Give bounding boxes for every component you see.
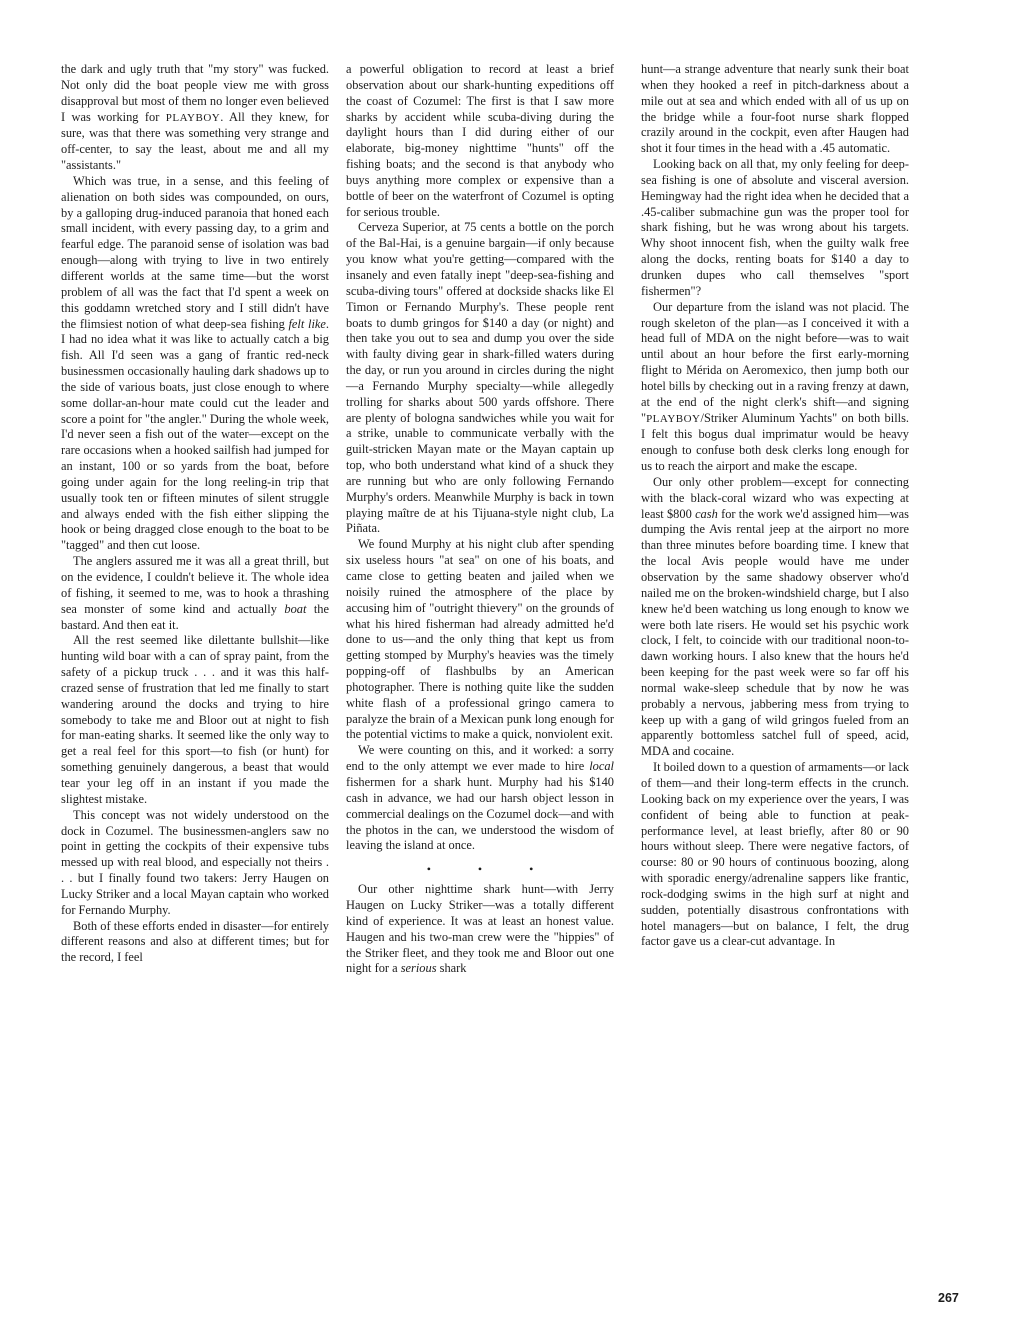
paragraph: The anglers assured me it was all a great thrill, but on the evidence, I couldn't believe it. The whole idea of fishing, it seemed to me, was to hook a thrashing sea monster of some kind and actually boat the bastard. And then eat it. [61, 554, 329, 632]
text-column-1 [61, 62, 329, 966]
paragraph: Our only other problem—except for connecting with the black-coral wizard who was expecting at least $800 cash for the work we'd assigned him—was dumping the Avis rental jeep at the airport no more than three minutes before boarding time. I knew that the local Avis people would have me under observation by the same shadowy observer who'd nailed me on the broken-windshield charge, but I also knew he'd been watching us long enough to know we were both late risers. He would set his psychic work clock, I felt, to coincide with our traditional noon-to-dawn working hours. I also knew that the hours he'd been keeping for the past week were so far off his normal wake-sleep schedule that by now he was probably a nervous, jabbering mess from trying to keep up with a gang of wild gringos fueled from an apparently bottomless satchel full of speed, acid, MDA and cocaine. [641, 474, 910, 759]
emphasis: serious [400, 961, 437, 976]
paragraph: Both of these efforts ended in disaster—for entirely different reasons and also at different times; but for the record, I feel [61, 918, 329, 965]
paragraph: the dark and ugly truth that "my story" was fucked. Not only did the boat people view me with gross disapproval but most of them no longer even believed I was working for PLAYBOY. All they knew, for sure, was that there was something very strange and off-center, to say the least, about me and all my "assistants." [61, 62, 329, 173]
text-column-2 [346, 62, 614, 977]
paragraph: a powerful obligation to record at least a brief observation about our shark-hunting expeditions off the coast of Cozumel: The first is that I saw more sharks by accident while scuba-diving during the daylight hours than I did during either of our elaborate, big-money nighttime "hunts" off the fishing boats; and the second is that anybody who buys anything more complex or expensive than a bottle of beer on the waterfront of Cozumel is opting for serious trouble. [346, 62, 614, 219]
emphasis: cash [695, 506, 718, 521]
section-separator: • • • [426, 862, 556, 877]
emphasis: local [589, 759, 614, 774]
page-number: 267 [938, 1291, 959, 1305]
magazine-name: PLAYBOY [165, 111, 221, 124]
emphasis: boat [284, 601, 307, 616]
emphasis: felt like [288, 316, 326, 331]
paragraph: hunt—a strange adventure that nearly sunk their boat when they hooked a reef in pitch-darkness about a mile out at sea and which ended with all of us up on the bridge while a four-foot nurse shark flopped crazily around in the cockpit, even after Haugen had shot it four times in the head with a .45 automatic. [641, 62, 909, 156]
paragraph: This concept was not widely understood on the dock in Cozumel. The businessmen-anglers saw no point in getting the cockpits of their expensive tubs messed up with real blood, and especially not theirs . . . but I finally found two takers: Jerry Haugen on Lucky Striker and a local Mayan captain who worked for Fernando Murphy. [61, 807, 329, 917]
paragraph: Which was true, in a sense, and this feeling of alienation on both sides was compounded, on ours, by a galloping drug-induced paranoia that honed each small incident, with every passing day, to a grim and fearful edge. The paranoid sense of isolation was bad enough—along with trying to live in two entirely different worlds at the same time—but the worst problem of all was the fact that I'd spent a week on this goddamn wretched story and I still didn't have the flimsiest notion of what deep-sea fishing felt like. I had no idea what it was like to actually catch a big fish. All I'd seen was a gang of frantic red-neck businessmen occasionally hauling dark shadows up to the side of various boats, just close enough to where some dollar-an-hour mate could cut the leader and score a point for "the angler." During the whole week, I'd never seen a fish out of the water—except on the rare occasions when a hooked sailfish had jumped for an instant, 100 or so yards from the boat, before going under again for the long reeling-in trip that usually took ten or fifteen minutes of silent struggle and always ended with the fish either slipping the hook or being dragged close enough to the boat to be "tagged" and then cut loose. [61, 173, 329, 553]
magazine-name: PLAYBOY [646, 412, 701, 425]
paragraph: Looking back on all that, my only feeling for deep-sea fishing is one of absolute and visceral aversion. Hemingway had the right idea when he decided that a .45-caliber submachine gun was the proper tool for shark fishing, but he was wrong about his targets. Why shoot innocent fish, when the guilty walk free along the docks, renting boats for $140 a day to drunken dupes who call themselves "sport fishermen"? [641, 157, 909, 298]
paragraph: Our departure from the island was not placid. The rough skeleton of the plan—as I conceived it with a head full of MDA on the night before—was to wait until about an hour before the first early-morning flight to Mérida on Aeromexico, then jump both our hotel bills by checking out in a raving frenzy at dawn, at the end of the night clerk's shift—and signing "PLAYBOY/Striker Aluminum Yachts" on both bills. I felt this bogus dual imprimatur would be heavy enough to confuse both desk clerks long enough for us to reach the airport and make the escape. [641, 299, 909, 474]
paragraph: It boiled down to a question of armaments—or lack of them—and their long-term effects in the crunch. Looking back on my experience over the years, I was confident of being able to function at peak-performance level, at least briefly, after 80 or 90 hours without sleep. There were negative factors, of course: 80 or 90 hours of continuous boozing, along with sporadic energy/adrenaline sappers like frantic, rock-dodging swims in the high surf at night and sudden, potentially disastrous confrontations with hotel managers—but on balance, I felt, the drug factor gave us a clear-cut advantage. In [641, 760, 910, 949]
paragraph: Cerveza Superior, at 75 cents a bottle on the porch of the Bal-Hai, is a genuine bargain—if only because you know what you're getting—compared with the insanely and even fatally inept "deep-sea-fishing and scuba-diving tours" offered at dockside shacks like El Timon or Fernando Murphy's. These people rent boats to dumb gringos for $140 a day (or night) and then take you out to sea and dump you over the side with faulty diving gear in shark-filled waters during the day, or run you around in circles during the night—a Fernando Murphy specialty—while allegedly trolling for sharks about 500 yards offshore. There are plenty of bologna sandwiches while you wait for a strike, unable to communicate verbally with the guilt-stricken Mayan mate or the Mayan captain up top, who both understand what kind of a shuck they are running but who are only following Fernando Murphy's orders. Meanwhile Murphy is back in town playing maître de at his Tijuana-style night club, La Piñata. [346, 220, 614, 536]
paragraph: We were counting on this, and it worked: a sorry end to the only attempt we ever made to hire local fishermen for a shark hunt. Murphy had his $140 cash in advance, we had our harsh object lesson in commercial dealings on the Cozumel dock—and with the photos in the can, we understood the wisdom of leaving the island at once. [346, 743, 614, 853]
text-column-3 [641, 62, 909, 950]
paragraph: We found Murphy at his night club after spending six useless hours "at sea" on one of his boats, and came close to getting beaten and jailed when we noisily ruined the atmosphere of the place by accusing him of "outright thievery" on the grounds of what his hired fisherman had already admitted he'd done to us—and the only thing that kept us from getting stomped by Murphy's heavies was the timely popping-off of flashbulbs by an American photographer. There is nothing quite like the sudden white flash of a professional gringo camera to paralyze the brain of a Mexican punk long enough for the potential victims to make a quick, nonviolent exit. [346, 537, 614, 742]
paragraph: All the rest seemed like dilettante bullshit—like hunting wild boar with a can of spray paint, from the safety of a pickup truck . . . and it was this half-crazed sense of frustration that led me finally to start wandering around the docks and trying to hire somebody to take me and Bloor out at night to fish for man-eating sharks. It seemed like the only way to get a real feel for this sport—to fish (or hunt) for something genuinely dangerous, a beast that would tear your leg off in an instant if you made the slightest mistake. [61, 633, 329, 806]
paragraph: Our other nighttime shark hunt—with Jerry Haugen on Lucky Striker—was a totally different kind of experience. It was at least an honest value. Haugen and his two-man crew were the "hippies" of the Striker fleet, and they took me and Bloor out one night for a serious shark [346, 882, 614, 976]
